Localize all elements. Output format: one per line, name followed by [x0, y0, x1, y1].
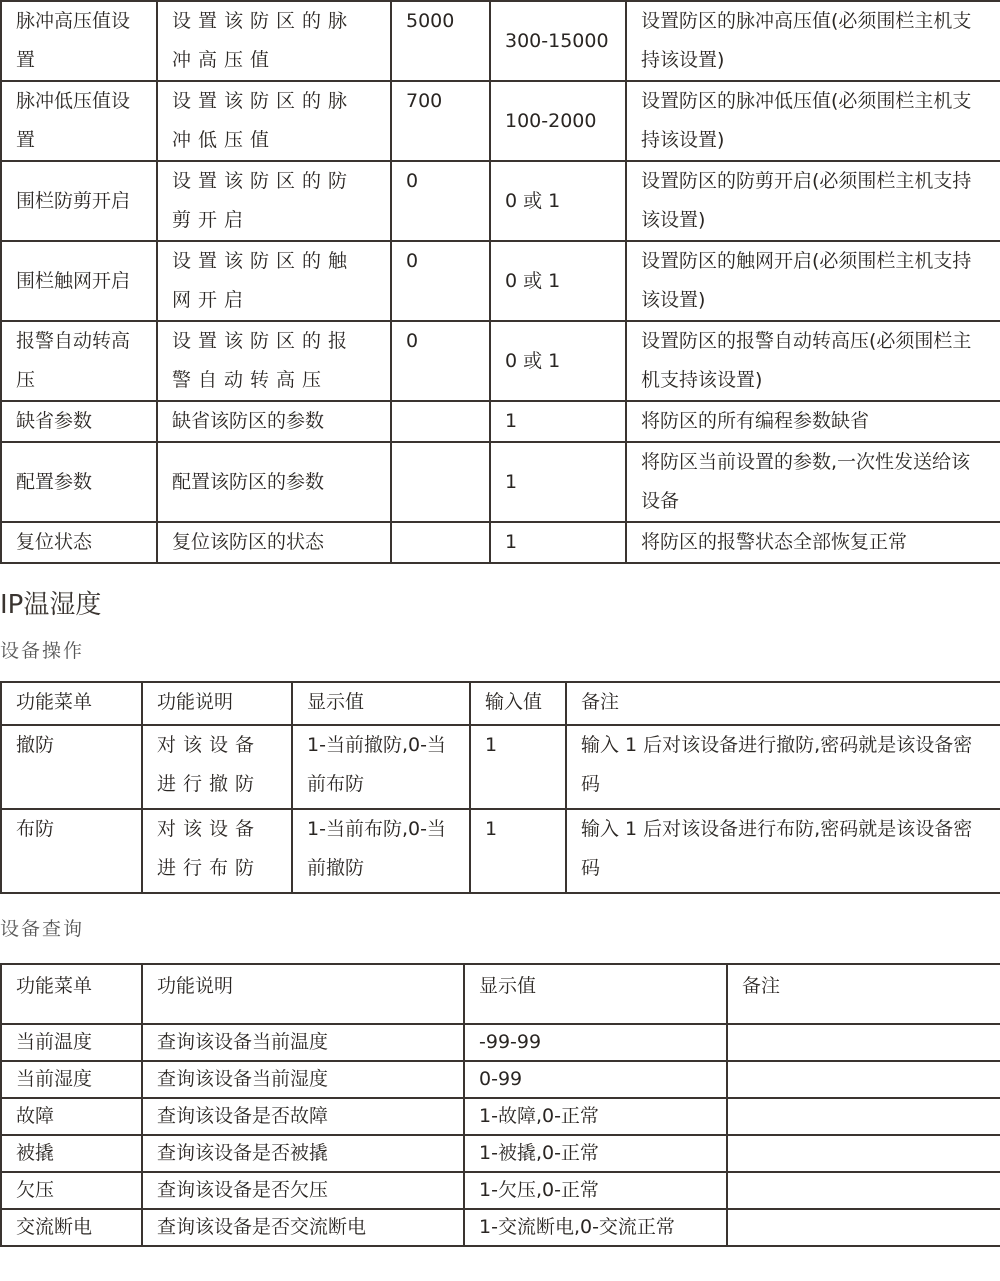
header-cell: 功能说明	[142, 682, 292, 725]
table-row	[1, 1172, 1000, 1209]
menu-cell: 缺省参数	[1, 401, 157, 442]
note-cell	[727, 1135, 1000, 1172]
input-cell: 0 或 1	[490, 161, 626, 241]
display-cell: 1-被撬,0-正常	[464, 1135, 727, 1172]
desc-cell: 查询该设备当前温度	[142, 1024, 464, 1061]
device-query-table	[0, 963, 1000, 1247]
input-cell: 300-15000	[490, 1, 626, 81]
note-cell: 将防区的报警状态全部恢复正常	[626, 522, 1000, 563]
display-cell: 1-故障,0-正常	[464, 1098, 727, 1135]
input-cell: 1	[490, 401, 626, 442]
header-cell: 备注	[566, 682, 1000, 725]
header-cell: 备注	[727, 964, 1000, 1024]
header-cell: 功能说明	[142, 964, 464, 1024]
menu-cell: 脉冲高压值设置	[1, 1, 157, 81]
note-cell	[727, 1098, 1000, 1135]
desc-cell: 设置该防区的脉冲高压值	[157, 1, 391, 81]
note-cell: 输入 1 后对该设备进行布防,密码就是该设备密码	[566, 809, 1000, 893]
menu-cell: 围栏触网开启	[1, 241, 157, 321]
header-cell: 功能菜单	[1, 964, 142, 1024]
desc-cell: 缺省该防区的参数	[157, 401, 391, 442]
display-cell: 0	[391, 241, 490, 321]
display-cell	[391, 442, 490, 522]
input-cell: 0 或 1	[490, 241, 626, 321]
input-cell: 1	[470, 725, 566, 809]
table-row	[1, 161, 1000, 241]
desc-cell: 设置该防区的防剪开启	[157, 161, 391, 241]
note-cell: 设置防区的防剪开启(必须围栏主机支持该设置)	[626, 161, 1000, 241]
menu-cell: 故障	[1, 1098, 142, 1135]
display-cell: 5000	[391, 1, 490, 81]
table-row	[1, 241, 1000, 321]
note-cell: 设置防区的报警自动转高压(必须围栏主机支持该设置)	[626, 321, 1000, 401]
operation-subtitle: 设备操作	[0, 640, 85, 662]
menu-cell: 交流断电	[1, 1209, 142, 1246]
menu-cell: 当前温度	[1, 1024, 142, 1061]
note-cell: 输入 1 后对该设备进行撤防,密码就是该设备密码	[566, 725, 1000, 809]
header-cell: 显示值	[464, 964, 727, 1024]
input-cell: 1	[490, 442, 626, 522]
menu-cell: 脉冲低压值设置	[1, 81, 157, 161]
table-row	[1, 1098, 1000, 1135]
desc-cell: 对该设备进行布防	[142, 809, 292, 893]
desc-cell: 设置该防区的触网开启	[157, 241, 391, 321]
menu-cell: 撤防	[1, 725, 142, 809]
table-row	[1, 725, 1000, 809]
table-row	[1, 522, 1000, 563]
input-cell: 100-2000	[490, 81, 626, 161]
desc-cell: 查询该设备是否故障	[142, 1098, 464, 1135]
note-cell: 将防区的所有编程参数缺省	[626, 401, 1000, 442]
table-row	[1, 1061, 1000, 1098]
note-cell	[727, 1172, 1000, 1209]
desc-cell: 配置该防区的参数	[157, 442, 391, 522]
desc-cell: 查询该设备是否交流断电	[142, 1209, 464, 1246]
desc-cell: 对该设备进行撤防	[142, 725, 292, 809]
note-cell: 设置防区的脉冲高压值(必须围栏主机支持该设置)	[626, 1, 1000, 81]
input-cell: 0 或 1	[490, 321, 626, 401]
note-cell: 设置防区的触网开启(必须围栏主机支持该设置)	[626, 241, 1000, 321]
table-row	[1, 81, 1000, 161]
note-cell	[727, 1209, 1000, 1246]
display-cell: -99-99	[464, 1024, 727, 1061]
table-row	[1, 1024, 1000, 1061]
table-row	[1, 442, 1000, 522]
display-cell: 0	[391, 161, 490, 241]
table-row	[1, 321, 1000, 401]
display-cell: 1-当前撤防,0-当前布防	[292, 725, 470, 809]
display-cell	[391, 401, 490, 442]
note-cell: 将防区当前设置的参数,一次性发送给该设备	[626, 442, 1000, 522]
device-operation-table	[0, 681, 1000, 894]
zone-settings-table	[0, 0, 1000, 564]
menu-cell: 配置参数	[1, 442, 157, 522]
menu-cell: 欠压	[1, 1172, 142, 1209]
desc-cell: 设置该防区的报警自动转高压	[157, 321, 391, 401]
desc-cell: 设置该防区的脉冲低压值	[157, 81, 391, 161]
header-cell: 显示值	[292, 682, 470, 725]
header-cell: 输入值	[470, 682, 566, 725]
display-cell: 1-当前布防,0-当前撤防	[292, 809, 470, 893]
desc-cell: 查询该设备是否被撬	[142, 1135, 464, 1172]
desc-cell: 查询该设备是否欠压	[142, 1172, 464, 1209]
display-cell: 1-欠压,0-正常	[464, 1172, 727, 1209]
note-cell	[727, 1061, 1000, 1098]
input-cell: 1	[490, 522, 626, 563]
menu-cell: 复位状态	[1, 522, 157, 563]
display-cell: 1-交流断电,0-交流正常	[464, 1209, 727, 1246]
table-header-row	[1, 682, 1000, 725]
menu-cell: 被撬	[1, 1135, 142, 1172]
display-cell: 700	[391, 81, 490, 161]
menu-cell: 围栏防剪开启	[1, 161, 157, 241]
display-cell: 0-99	[464, 1061, 727, 1098]
desc-cell: 查询该设备当前湿度	[142, 1061, 464, 1098]
table-row	[1, 1, 1000, 81]
note-cell: 设置防区的脉冲低压值(必须围栏主机支持该设置)	[626, 81, 1000, 161]
query-subtitle: 设备查询	[0, 918, 85, 940]
menu-cell: 布防	[1, 809, 142, 893]
table-row	[1, 809, 1000, 893]
table-row	[1, 1135, 1000, 1172]
section-title: IP温湿度	[0, 590, 102, 620]
display-cell	[391, 522, 490, 563]
table-row	[1, 401, 1000, 442]
table-row	[1, 1209, 1000, 1246]
desc-cell: 复位该防区的状态	[157, 522, 391, 563]
menu-cell: 报警自动转高压	[1, 321, 157, 401]
note-cell	[727, 1024, 1000, 1061]
table-header-row	[1, 964, 1000, 1024]
header-cell: 功能菜单	[1, 682, 142, 725]
menu-cell: 当前湿度	[1, 1061, 142, 1098]
display-cell: 0	[391, 321, 490, 401]
input-cell: 1	[470, 809, 566, 893]
